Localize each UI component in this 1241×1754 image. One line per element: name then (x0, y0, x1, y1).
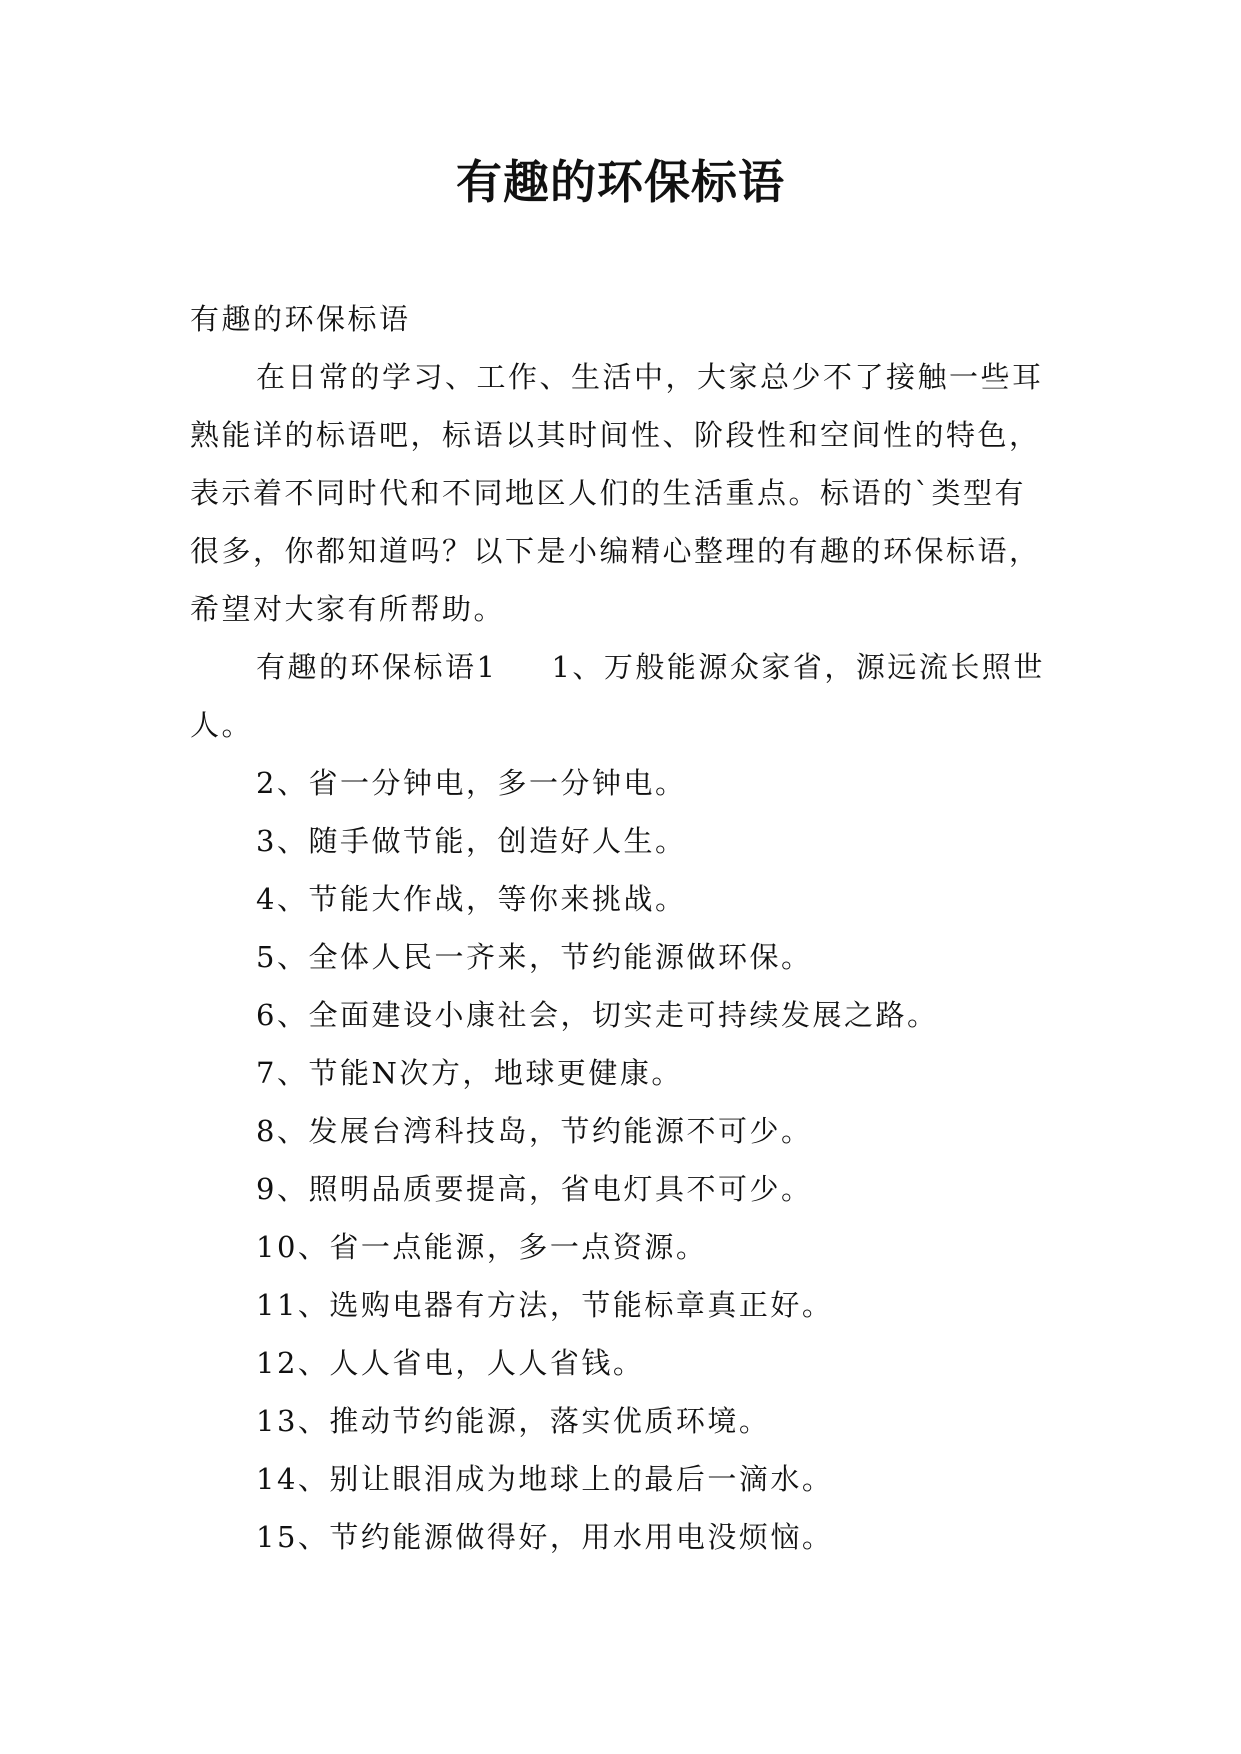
slogan-item: 8、发展台湾科技岛，节约能源不可少。 (256, 1114, 813, 1148)
slogan-item: 2、省一分钟电，多一分钟电。 (256, 766, 687, 800)
slogan-item: 4、节能大作战，等你来挑战。 (256, 882, 687, 916)
intro-paragraph: 在日常的学习、工作、生活中，大家总少不了接触一些耳熟能详的标语吧，标语以其时间性、阶段性和空间性的特色，表示着不同时代和不同地区人们的生活重点。标语的`类型有很多，你都知道吗？以下是小编精心整理的有趣的环保标语，希望对大家有所帮助。 (190, 360, 1044, 626)
slogan-item: 10、省一点能源，多一点资源。 (256, 1230, 708, 1264)
slogan-item: 7、节能N次方，地球更健康。 (256, 1056, 683, 1090)
slogan-item: 11、选购电器有方法，节能标章真正好。 (256, 1288, 834, 1322)
slogan-item: 12、人人省电，人人省钱。 (256, 1346, 645, 1380)
section-heading: 有趣的环保标语1 (256, 650, 498, 684)
subtitle-line: 有趣的环保标语 (190, 302, 411, 336)
slogan-item: 3、随手做节能，创造好人生。 (256, 824, 687, 858)
slogan-item: 5、全体人民一齐来，节约能源做环保。 (256, 940, 813, 974)
slogan-item: 14、别让眼泪成为地球上的最后一滴水。 (256, 1462, 834, 1496)
slogan-item: 6、全面建设小康社会，切实走可持续发展之路。 (256, 998, 939, 1032)
slogan-item: 13、推动节约能源，落实优质环境。 (256, 1404, 771, 1438)
slogan-item: 9、照明品质要提高，省电灯具不可少。 (256, 1172, 813, 1206)
slogan-item: 15、节约能源做得好，用水用电没烦恼。 (256, 1520, 834, 1554)
slogan-item: 1、万般能源众家省，源远流长照世人。 (190, 650, 1045, 742)
section-paragraph (190, 638, 1050, 754)
document-body (190, 290, 1050, 1566)
document-title: 有趣的环保标语 (456, 155, 785, 209)
